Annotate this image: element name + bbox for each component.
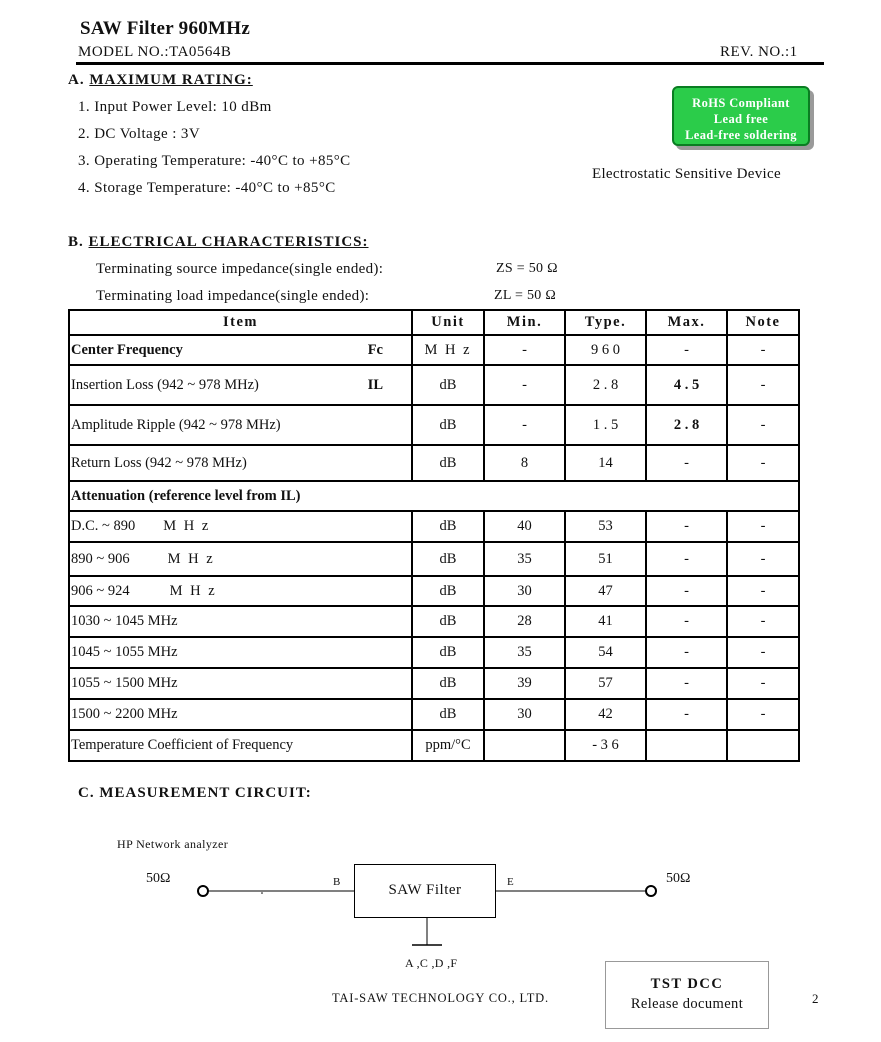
rating-item: 1. Input Power Level: 10 dBm (78, 99, 272, 115)
range-unit: M H z (163, 518, 211, 534)
item-symbol: IL (367, 376, 383, 393)
range-label: 1500 ~ 2200 MHz (71, 706, 178, 722)
typ-cell: 41 (565, 606, 646, 637)
rating-item: 2. DC Voltage : 3V (78, 126, 201, 142)
typ-cell: 1 . 5 (565, 405, 646, 445)
unit-cell: dB (412, 542, 484, 576)
min-cell: - (484, 405, 565, 445)
wire-dot (261, 892, 263, 894)
note-cell: - (727, 668, 799, 699)
unit-cell: dB (412, 699, 484, 730)
rohs-line: Lead-free soldering (685, 128, 797, 142)
pin-b-label: B (333, 876, 341, 888)
note-cell: - (727, 542, 799, 576)
unit-cell: dB (412, 576, 484, 606)
document-title: SAW Filter 960MHz (80, 18, 251, 39)
item-label: Return Loss (942 ~ 978 MHz) (71, 454, 247, 471)
rating-item: 3. Operating Temperature: -40°C to +85°C (78, 153, 351, 169)
max-cell: - (646, 445, 727, 481)
typ-cell: 14 (565, 445, 646, 481)
max-cell: 4 . 5 (646, 365, 727, 405)
network-analyzer-label: HP Network analyzer (117, 837, 229, 851)
range-label: 1045 ~ 1055 MHz (71, 644, 178, 660)
load-impedance-value: ZL = 50 Ω (494, 288, 557, 303)
unit-cell: ppm/°C (412, 730, 484, 761)
typ-cell: 9 6 0 (565, 335, 646, 365)
max-cell: - (646, 699, 727, 730)
unit-cell: dB (412, 511, 484, 542)
min-cell: 8 (484, 445, 565, 481)
output-impedance-label: 50Ω (666, 871, 691, 886)
item-label: Center Frequency (71, 341, 183, 358)
note-cell: - (727, 637, 799, 668)
min-cell: - (484, 365, 565, 405)
page-number: 2 (812, 991, 819, 1006)
note-cell: - (727, 335, 799, 365)
header-item: Item (69, 310, 412, 335)
note-cell: - (727, 511, 799, 542)
section-a-title: MAXIMUM RATING: (89, 72, 253, 88)
unit-cell: dB (412, 365, 484, 405)
note-cell: - (727, 606, 799, 637)
min-cell: 30 (484, 699, 565, 730)
section-b-letter: B. (68, 234, 84, 250)
max-cell: - (646, 542, 727, 576)
stamp-title: TST DCC (650, 976, 724, 992)
typ-cell: 57 (565, 668, 646, 699)
typ-cell: 54 (565, 637, 646, 668)
typ-cell: 53 (565, 511, 646, 542)
output-port-terminal (646, 886, 656, 896)
header-max: Max. (646, 310, 727, 335)
note-cell: - (727, 365, 799, 405)
note-cell: - (727, 405, 799, 445)
unit-cell: M H z (412, 335, 484, 365)
unit-cell: dB (412, 445, 484, 481)
min-cell: 28 (484, 606, 565, 637)
unit-cell: dB (412, 405, 484, 445)
range-label: 1055 ~ 1500 MHz (71, 675, 178, 691)
typ-cell: 2 . 8 (565, 365, 646, 405)
release-stamp (605, 961, 769, 1029)
revision-number: REV. NO.:1 (720, 44, 798, 60)
range-label: 906 ~ 924 (71, 582, 130, 599)
min-cell: 35 (484, 637, 565, 668)
section-b-title: ELECTRICAL CHARACTERISTICS: (88, 234, 369, 250)
range-label: D.C. ~ 890 (71, 518, 136, 534)
min-cell: 40 (484, 511, 565, 542)
header-typ: Type. (565, 310, 646, 335)
note-cell: - (727, 699, 799, 730)
header-note: Note (727, 310, 799, 335)
source-impedance-label: Terminating source impedance(single ended): (96, 261, 384, 277)
load-impedance-label: Terminating load impedance(single ended): (96, 288, 370, 304)
max-cell: - (646, 606, 727, 637)
note-cell: - (727, 576, 799, 606)
max-cell: - (646, 637, 727, 668)
section-c-heading: C. MEASUREMENT CIRCUIT: (78, 785, 312, 801)
max-cell: - (646, 335, 727, 365)
saw-filter-box: SAW Filter (354, 864, 496, 918)
model-number: MODEL NO.:TA0564B (78, 44, 232, 60)
max-cell: - (646, 668, 727, 699)
min-cell: 39 (484, 668, 565, 699)
rohs-line: RoHS Compliant (692, 96, 790, 110)
pin-e-label: E (507, 876, 514, 888)
section-a-letter: A. (68, 72, 85, 88)
range-label: 1030 ~ 1045 MHz (71, 613, 178, 629)
min-cell: - (484, 335, 565, 365)
typ-cell: 42 (565, 699, 646, 730)
input-impedance-label: 50Ω (146, 871, 171, 886)
input-port-terminal (198, 886, 208, 896)
attenuation-title: Attenuation (reference level from IL) (69, 481, 799, 511)
max-cell: - (646, 576, 727, 606)
source-impedance-value: ZS = 50 Ω (496, 261, 558, 276)
item-symbol: Fc (367, 341, 383, 358)
tcf-label: Temperature Coefficient of Frequency (69, 730, 412, 761)
range-label: 890 ~ 906 (71, 550, 130, 567)
note-cell: - (727, 445, 799, 481)
range-unit: M H z (167, 550, 215, 567)
item-label: Amplitude Ripple (942 ~ 978 MHz) (71, 416, 281, 433)
range-unit: M H z (169, 582, 217, 599)
unit-cell: dB (412, 606, 484, 637)
item-label: Insertion Loss (942 ~ 978 MHz) (71, 376, 259, 393)
rating-item: 4. Storage Temperature: -40°C to +85°C (78, 180, 336, 196)
typ-cell: 51 (565, 542, 646, 576)
unit-cell: dB (412, 637, 484, 668)
unit-cell: dB (412, 668, 484, 699)
max-cell: - (646, 511, 727, 542)
footer-company: TAI-SAW TECHNOLOGY CO., LTD. (332, 991, 549, 1005)
rohs-line: Lead free (713, 112, 769, 126)
header-min: Min. (484, 310, 565, 335)
min-cell: 35 (484, 542, 565, 576)
typ-cell: - 3 6 (565, 730, 646, 761)
max-cell: 2 . 8 (646, 405, 727, 445)
typ-cell: 47 (565, 576, 646, 606)
ground-pins-label: A ,C ,D ,F (405, 956, 458, 970)
stamp-subtitle: Release document (630, 996, 744, 1012)
header-unit: Unit (412, 310, 484, 335)
min-cell: 30 (484, 576, 565, 606)
esd-note: Electrostatic Sensitive Device (592, 166, 781, 182)
